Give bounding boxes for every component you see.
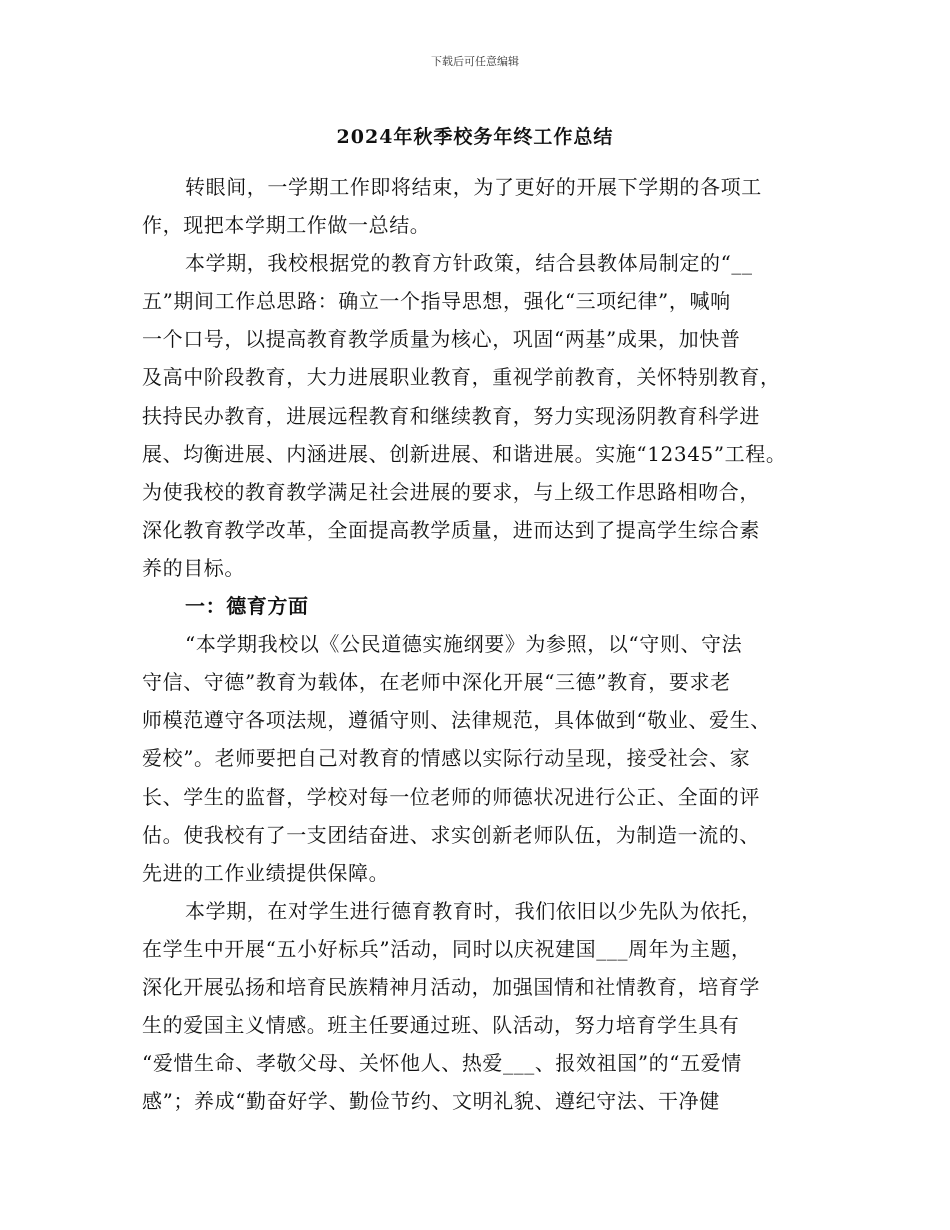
- section-heading: 一：德育方面: [185, 594, 309, 619]
- text-line: 估。使我校有了一支团结奋进、求实创新老师队伍，为制造一流的、: [142, 822, 760, 847]
- header-note: 下载后可任意编辑: [431, 55, 519, 68]
- document-body: [142, 168, 832, 1120]
- text-line: 师模范遵守各项法规，遵循守则、法律规范，具体做到“敬业、爱生、: [142, 708, 771, 733]
- text-line: 长、学生的监督，学校对每一位老师的师德状况进行公正、全面的评: [142, 784, 760, 809]
- text-line: 爱校”。老师要把自己对教育的情感以实际行动呈现，接受社会、家: [142, 746, 751, 771]
- text-line: 养的目标。: [142, 555, 245, 580]
- text-line: 感”；养成“勤奋好学、勤俭节约、文明礼貌、遵纪守法、干净健: [142, 1089, 720, 1114]
- text-line: 先进的工作业绩提供保障。: [142, 860, 390, 885]
- text-line: 五”期间工作总思路：确立一个指导思想，强化“三项纪律”，喊响: [142, 289, 731, 314]
- text-line: 深化教育教学改革，全面提高教学质量，进而达到了提高学生综合素: [142, 517, 760, 542]
- text-line: “本学期我校以《公民道德实施纲要》为参照，以“守则、守法: [185, 632, 743, 657]
- text-line: 作，现把本学期工作做一总结。: [142, 213, 431, 238]
- text-line: 本学期，我校根据党的教育方针政策，结合县教体局制定的“__: [185, 251, 753, 276]
- text-line: 转眼间，一学期工作即将结束，为了更好的开展下学期的各项工: [185, 175, 762, 199]
- text-line: 生的爱国主义情感。班主任要通过班、队活动，努力培育学生具有: [142, 1013, 740, 1038]
- text-line: 一个口号，以提高教育教学质量为核心，巩固“两基”成果，加快普: [142, 327, 741, 352]
- text-line: 为使我校的教育教学满足社会进展的要求，与上级工作思路相吻合，: [142, 479, 760, 504]
- document-title: 2024年秋季校务年终工作总结: [336, 126, 614, 148]
- text-line: 深化开展弘扬和培育民族精神月活动，加强国情和社情教育，培育学: [142, 974, 760, 999]
- text-line: 在学生中开展“五小好标兵”活动，同时以庆祝建国___周年为主题，: [142, 936, 752, 961]
- text-line: 展、均衡进展、内涵进展、创新进展、和谐进展。实施“12345”工程。: [142, 441, 787, 466]
- text-line: 扶持民办教育，进展远程教育和继续教育，努力实现汤阴教育科学进: [142, 403, 760, 428]
- text-line: 本学期，在对学生进行德育教育时，我们依旧以少先队为依托，: [185, 898, 762, 923]
- text-line: “爱惜生命、孝敬父母、关怀他人、热爱___、报效祖国”的“五爱情: [142, 1051, 742, 1076]
- text-line: 及高中阶段教育，大力进展职业教育，重视学前教育，关怀特别教育，: [142, 365, 781, 390]
- text-line: 守信、守德”教育为载体，在老师中深化开展“三德”教育，要求老: [142, 670, 731, 695]
